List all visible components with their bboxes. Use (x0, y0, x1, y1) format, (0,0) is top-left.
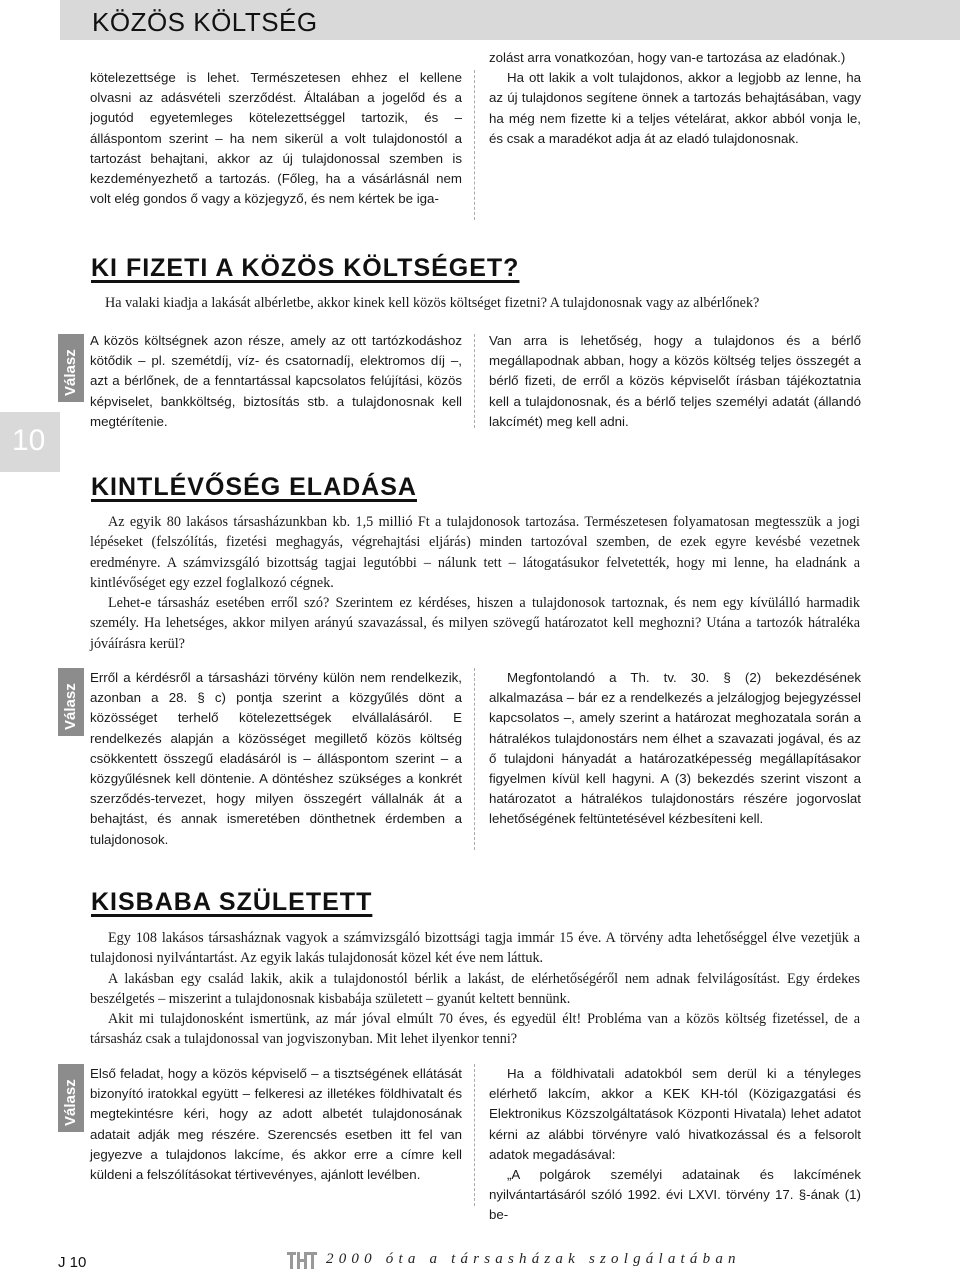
answer-paragraph: Megfontolandó a Th. tv. 30. § (2) bekezdésének alkalmazása – bár ez a rendelkezés a jelzálogjog bejegyzéssel kapcsolatos –, amely szerint a határozat meghozatala során a hátralékos tulajdonostárs nem élhet a szavazati jogával, és az ő tulajdoni hányadát a határozatképesség megállapításakor figyelmen kívül kell hagyni. A (3) bekezdés szerint viszont a határozatot a hátralékos tulajdonostárs részére jogorvoslat lehetőségének feltüntetésével kézbesíteni kell. (489, 670, 861, 827)
question-paragraph: A lakásban egy család lakik, akik a tulajdonostól bérlik a lakást, de elérhetőségéről nem adnak felvilágosítást. Egy érdekes beszélgetés – miszerint a tulajdonosnak kisbabája született – gyanút keltett bennünk. (90, 970, 860, 1007)
intro-left-text: kötelezettsége is lehet. Természetesen ehhez el kellene olvasni az adásvételi szerződést. Általában a jogelőd és a jogutód egyetemleges kötelezettséggel tartozik, és – álláspontom szerint – ha nem sikerül a volt tulajdonostól a tartozást behajtani, akkor az új tulajdonossal szemben is kezdeményezhető a tartozás. (Főleg, ha a vásárlásnál nem volt elég gondos ő vagy a közjegyző, és nem kértek be iga- (90, 70, 462, 207)
page-title: KÖZÖS KÖLTSÉG (92, 7, 318, 37)
column-divider (474, 668, 475, 850)
answer-paragraph: Ha a földhivatali adatokból sem derül ki a tényleges elérhető lakcím, akkor a KEK KH-tól (Közigazgatási és Elektronikus Közszolgáltatások Központi Hivatala) lehet adatot kérni az alábbi törvényre való hivatkozással és a felsorolt adatok megadásával: (489, 1066, 861, 1162)
section-title-kisbaba: KISBABA SZÜLETETT (91, 888, 373, 916)
answer-paragraph: Erről a kérdésről a társasházi törvény külön nem rendelkezik, azonban a 28. § c) pontja szerint a közgyűlés dönt a közösséget terhelő kötelezettségek elvállalásáról. E rendelkezés alapján a közösséget megillető közös költség csökkentett összegű eladásáról is – álláspontom szerint – a közgyűlésnek kell döntenie. A döntéshez szükséges a konkrét szerződés-tervezet, hogy milyen összegért vállalnák át a behajtást, és annak ismeretében dönthetnek érdemben a tulajdonosok. (90, 670, 462, 847)
column-divider (474, 1064, 475, 1206)
valasz-label: Válasz (62, 1079, 79, 1126)
question-paragraph: Egy 108 lakásos társasháznak vagyok a számvizsgáló bizottsági tagja immár 15 éve. A törvény adta lehetőséggel élve vezetjük a tulajdonosi nyilvántartást. Az egyik lakás tulajdonosát közel két éve nem láttuk. (90, 930, 860, 967)
valasz-label: Válasz (62, 349, 79, 396)
question-ki-fizeti (105, 293, 865, 313)
answer-left-column (90, 668, 462, 850)
answer-paragraph: Van arra is lehetőség, hogy a tulajdonos és a bérlő megállapodnak abban, hogy a közös költség teljes összegét a bérlő fizeti, de erről a közös képviselőt írásban tájékoztatnia kell a tulajdonosnak, és a bérlő teljes személyi adatát (állandó lakcímét) meg kell adni. (489, 333, 861, 429)
valasz-label: Válasz (62, 683, 79, 730)
column-divider (474, 70, 475, 220)
footer-page-label: J 10 (58, 1254, 87, 1271)
answer-right-column (489, 668, 861, 830)
valasz-tab (58, 668, 84, 736)
section-title-ki-fizeti: KI FIZETI A KÖZÖS KÖLTSÉGET? (91, 254, 520, 282)
question-kisbaba (90, 928, 860, 1050)
question-kintlevoseg (90, 512, 860, 654)
section-title-kintlevoseg: KINTLÉVŐSÉG ELADÁSA (91, 473, 417, 501)
column-divider (474, 334, 475, 428)
question-paragraph: Az egyik 80 lakásos társasházunkban kb. 1,5 millió Ft a tulajdonosok tartozása. Természetesen folyamatosan megtesszük a jogi lépéseket (felszólítás, fizetési meghagyás, végrehajtási eljárás) minden tartozóval szemben, de ezek egyre kevésbé vezetnek eredményre. A számvizsgáló bizottság tagjai legutóbbi – nálunk tett – látogatásukor felvetették, hogy mi lenne, ha eladnánk a kintlévőséget egy ezzel foglalkozó cégnek. (90, 514, 860, 591)
intro-right-text: Ha ott lakik a volt tulajdonos, akkor a legjobb az lenne, ha az új tulajdonos segítene önnek a tartozás behajtásában, vagy ha még nem fizette ki a teljes vételárat, akkor abból vonja le, és csak a maradékot adja át az eladó tulajdonosnak. (489, 70, 861, 146)
intro-right-column (489, 48, 861, 220)
answer-paragraph: Első feladat, hogy a közös képviselő – a tisztségének ellátását bizonyító iratokkal együtt – felkeresi az illetékes földhivatalt és megtekintésre kéri, hogy az adott albetét tulajdonosának adatait adják meg részére. Szerencsés esetben itt fel van jegyezve a tulajdonos lakcíme, és akkor erre a címre kell küldeni a felszólításokat tértivevényes, ajánlott levélben. (90, 1066, 462, 1183)
answer-right-column (489, 1064, 861, 1226)
answer-left-column (90, 331, 462, 432)
intro-left-column (90, 68, 462, 220)
answer-paragraph: „A polgárok személyi adatainak és lakcímének nyilvántartásáról szóló 1992. évi LXVI. törvény 17. §-ának (1) be- (489, 1167, 861, 1223)
answer-right-column (489, 331, 861, 432)
question-paragraph: Lehet-e társasház esetében erről szó? Szerintem ez kérdéses, hiszen a tulajdonosok tartoznak, és nem egy kívülálló harmadik személy. Ha lehetséges, akkor milyen arányú szavazással, és milyen szövegű határozatot kell meghozni? Utána a tartozók hátraléka jóváírásra kerül? (90, 595, 860, 652)
question-paragraph: Akit mi tulajdonosként ismertünk, az már jóval elmúlt 70 éves, és egyedül élt! Probléma van a közös költség fizetéssel, de a társasház csak a tulajdonossal van jogviszonyban. Mit lehet ilyenkor tenni? (90, 1011, 860, 1048)
footer-tagline: 2000 óta a társasházak szolgálatában (326, 1251, 741, 1267)
question-paragraph: Ha valaki kiadja a lakását albérletbe, akkor kinek kell közös költséget fizetni? A tulajdonosnak vagy az albérlőnek? (105, 295, 760, 311)
tht-logo (286, 1249, 318, 1271)
valasz-tab (58, 1064, 84, 1132)
intro-left-text-continued: zolást arra vonatkozóan, hogy van-e tartozása az eladónak.) (489, 50, 846, 65)
answer-left-column (90, 1064, 462, 1185)
page-number: 10 (12, 424, 46, 457)
answer-paragraph: A közös költségnek azon része, amely az ott tartózkodáshoz kötődik – pl. szemétdíj, víz- és csatornadíj, elektromos díj –, azt a bérlőnek, de a fenntartással kapcsolatos felújítási, közös képviselet, bankköltség, biztosítás stb. a tulajdonosnak kell megtérítenie. (90, 333, 462, 429)
valasz-tab (58, 334, 84, 402)
